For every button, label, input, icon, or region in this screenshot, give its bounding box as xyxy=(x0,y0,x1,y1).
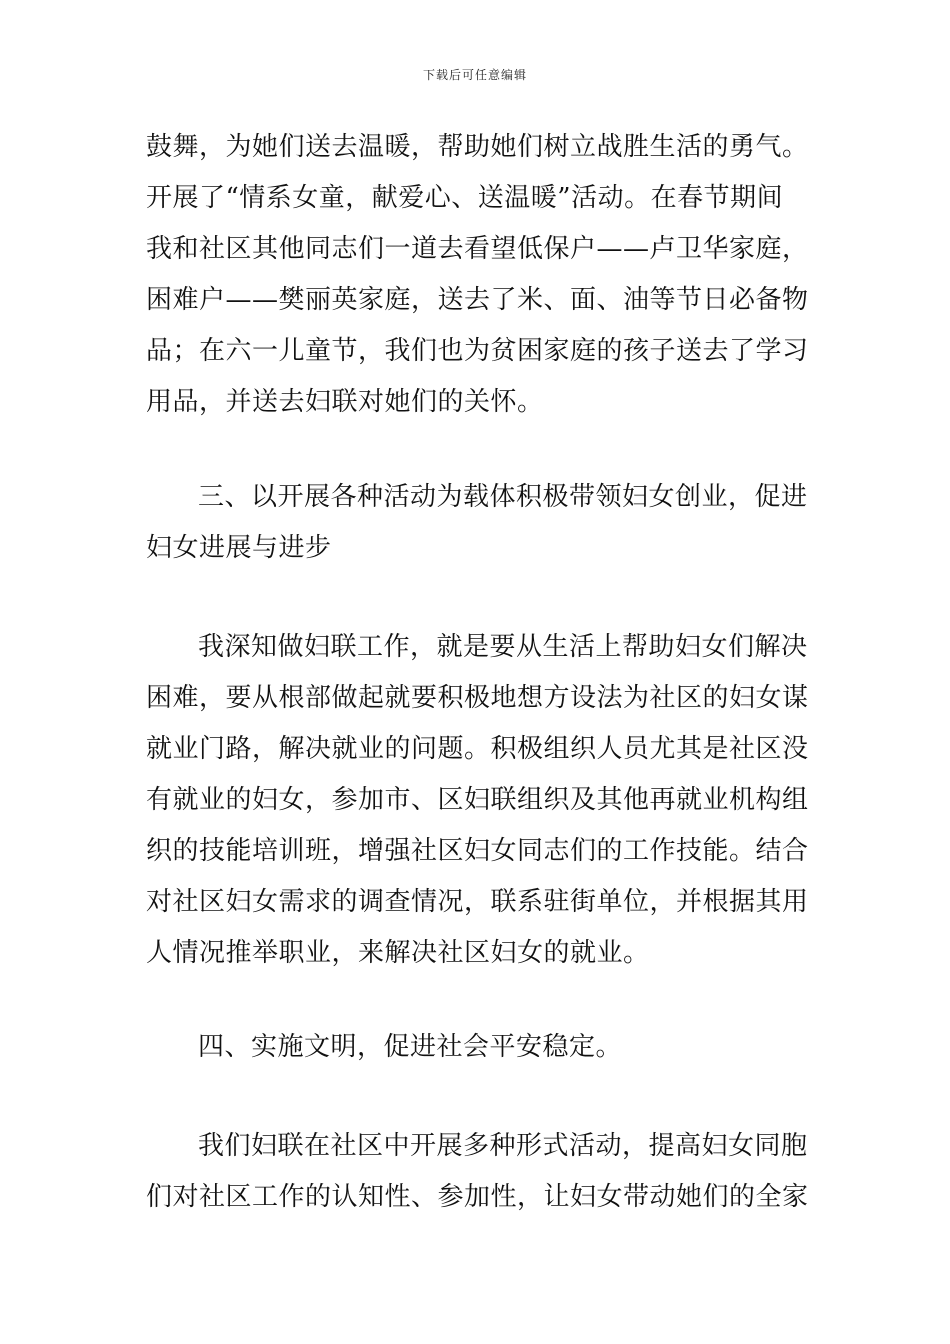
text-line: 开展了“情系女童，献爱心、送温暖”活动。在春节期间 xyxy=(146,183,784,213)
text-line: 我们妇联在社区中开展多种形式活动，提高妇女同胞 xyxy=(198,1131,808,1161)
text-line: 有就业的妇女，参加市、区妇联组织及其他再就业机构组 xyxy=(146,785,809,815)
section-heading-4 xyxy=(146,1022,806,1073)
text-line: 三、以开展各种活动为载体积极带领妇女创业，促进 xyxy=(198,482,808,512)
text-line: 人情况推举职业，来解决社区妇女的就业。 xyxy=(146,938,650,968)
text-line: 就业门路，解决就业的问题。积极组织人员尤其是社区没 xyxy=(146,734,809,764)
section-heading-3 xyxy=(146,472,806,574)
text-line: 困难，要从根部做起就要积极地想方设法为社区的妇女谋 xyxy=(146,683,809,713)
text-line: 妇女进展与进步 xyxy=(146,533,332,563)
text-line: 对社区妇女需求的调查情况，联系驻街单位，并根据其用 xyxy=(146,887,809,917)
text-line: 四、实施文明，促进社会平安稳定。 xyxy=(198,1032,623,1062)
text-line: 我和社区其他同志们一道去看望低保户——卢卫华家庭， xyxy=(146,234,809,264)
text-line: 织的技能培训班，增强社区妇女同志们的工作技能。结合 xyxy=(146,836,809,866)
page-header: 下载后可任意编辑 xyxy=(422,68,527,82)
paragraph-care-activities xyxy=(146,122,809,428)
text-line: 用品，并送去妇联对她们的关怀。 xyxy=(146,387,544,417)
paragraph-employment xyxy=(146,622,809,979)
text-line: 品；在六一儿童节，我们也为贫困家庭的孩子送去了学习 xyxy=(146,336,809,366)
text-line: 困难户——樊丽英家庭，送去了米、面、油等节日必备物 xyxy=(146,285,809,315)
text-line: 们对社区工作的认知性、参加性，让妇女带动她们的全家 xyxy=(146,1182,809,1212)
text-line: 我深知做妇联工作，就是要从生活上帮助妇女们解决 xyxy=(198,632,808,662)
text-line: 鼓舞，为她们送去温暖，帮助她们树立战胜生活的勇气。 xyxy=(146,132,809,162)
paragraph-community-activities xyxy=(146,1121,809,1223)
